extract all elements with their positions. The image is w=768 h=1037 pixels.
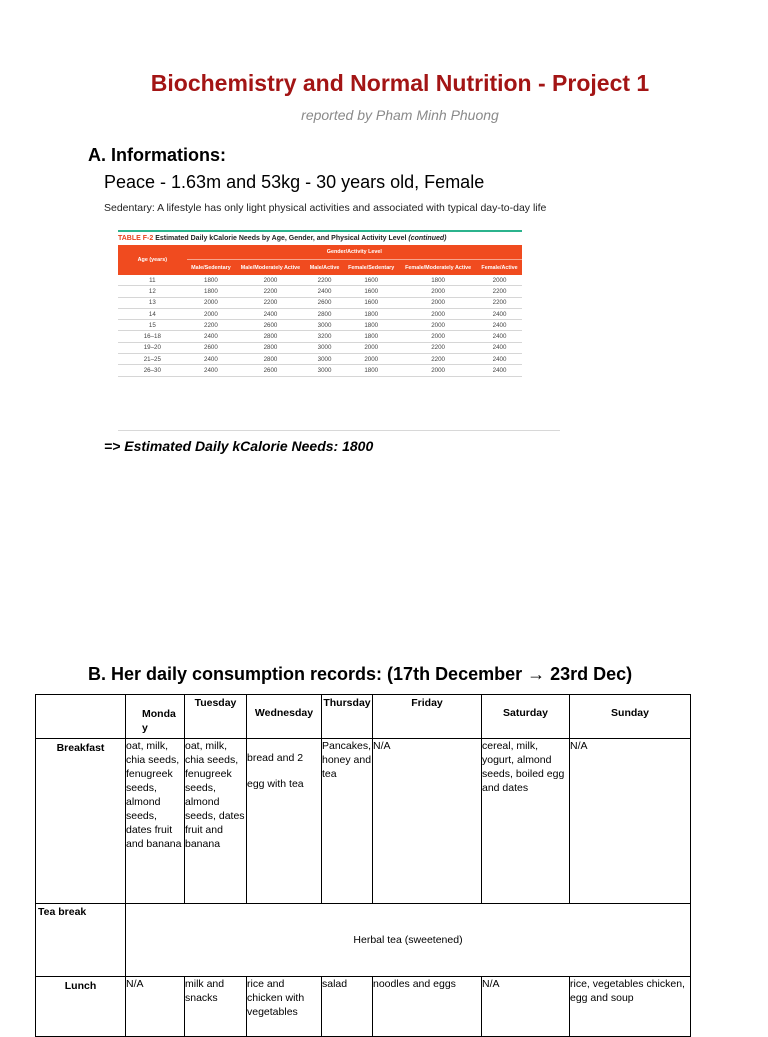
age-header: Age (years) [118,245,187,275]
figure-divider [118,430,560,431]
day-header-saturday: Saturday [482,695,570,739]
lunch-row [36,977,691,1037]
person-info: Peace - 1.63m and 53kg - 30 years old, Female [104,172,485,192]
kcalorie-reference-table [118,230,522,377]
kcalorie-row [118,354,522,365]
kcalorie-cell: 2600 [235,320,306,331]
kcalorie-cell: 1600 [343,275,399,286]
kcalorie-cell: 3000 [306,354,344,365]
table-caption [118,235,522,242]
day-header-sunday: Sunday [570,695,691,739]
kcalorie-cell: 1800 [187,275,236,286]
table-caption-text: Estimated Daily kCalorie Needs by Age, Gender, and Physical Activity Level [155,235,407,242]
kcalorie-cell: 2000 [399,320,477,331]
kcalorie-cell: 2200 [306,275,344,286]
kcalorie-cell: 2000 [187,297,236,308]
col-header: Female/Active [477,260,522,276]
kcalorie-cell: 2400 [477,320,522,331]
kcalorie-cell: 2400 [187,365,236,376]
kcalorie-cell: 2000 [399,365,477,376]
kcalorie-cell: 2400 [235,308,306,319]
kcalorie-cell: 2000 [399,286,477,297]
kcalorie-grid [118,245,522,377]
kcalorie-cell: 13 [118,297,187,308]
day-header-wednesday: Wednesday [247,695,322,739]
sedentary-note: Sedentary: A lifestyle has only light physical activities and associated with typical day-to-day life [104,202,547,214]
kcalorie-cell: 16–18 [118,331,187,342]
meal-cell: noodles and eggs [373,977,482,1037]
kcalorie-cell: 2000 [477,275,522,286]
kcalorie-cell: 2400 [477,342,522,353]
kcalorie-cell: 1800 [187,286,236,297]
kcalorie-cell: 1800 [343,331,399,342]
kcalorie-cell: 2000 [399,308,477,319]
meal-cell: rice, vegetables chicken, egg and soup [570,977,691,1037]
kcalorie-row [118,331,522,342]
tea-break-cell: Herbal tea (sweetened) [126,904,691,977]
kcalorie-cell: 1600 [343,297,399,308]
kcalorie-row [118,275,522,286]
kcalorie-cell: 1600 [343,286,399,297]
meal-cell: milk and snacks [185,977,247,1037]
kcalorie-cell: 3000 [306,320,344,331]
kcalorie-row [118,297,522,308]
col-header: Male/Sedentary [187,260,236,276]
kcalorie-cell: 2200 [477,297,522,308]
kcalorie-row [118,286,522,297]
kcalorie-cell: 2200 [399,342,477,353]
kcalorie-row [118,365,522,376]
group-header: Gender/Activity Level [187,245,522,260]
kcalorie-cell: 2800 [235,342,306,353]
kcalorie-cell: 2400 [477,308,522,319]
section-b-heading: B. Her daily consumption records: (17th December → 23rd Dec) [88,664,633,684]
kcalorie-cell: 2400 [477,331,522,342]
kcalorie-row [118,342,522,353]
meal-cell: cereal, milk, yogurt, almond seeds, boiled egg and dates [482,739,570,904]
table-label: TABLE F-2 [118,235,154,242]
kcalorie-cell: 2400 [477,365,522,376]
meal-cell: N/A [482,977,570,1037]
kcalorie-cell: 2000 [343,354,399,365]
table-top-rule [118,230,522,232]
meal-cell: bread and 2 egg with tea [247,739,322,904]
lunch-label: Lunch [36,977,126,1037]
kcalorie-cell: 3000 [306,342,344,353]
kcalorie-cell: 11 [118,275,187,286]
kcalorie-cell: 21–25 [118,354,187,365]
kcalorie-row [118,320,522,331]
tea-break-row [36,904,691,977]
meal-cell: N/A [373,739,482,904]
kcalorie-cell: 2400 [306,286,344,297]
col-header: Male/Moderately Active [235,260,306,276]
breakfast-label: Breakfast [36,739,126,904]
col-header: Female/Sedentary [343,260,399,276]
corner-cell [36,695,126,739]
day-header-tuesday: Tuesday [185,695,247,739]
kcalorie-cell: 1800 [343,308,399,319]
meal-record-table [35,694,691,1037]
kcalorie-cell: 2000 [399,331,477,342]
kcalorie-cell: 2200 [235,286,306,297]
kcalorie-cell: 2600 [235,365,306,376]
kcalorie-cell: 2000 [187,308,236,319]
breakfast-row [36,739,691,904]
kcalorie-cell: 2000 [235,275,306,286]
kcalorie-cell: 14 [118,308,187,319]
estimate-result: => Estimated Daily kCalorie Needs: 1800 [104,438,374,454]
kcalorie-cell: 19–20 [118,342,187,353]
section-a-heading: A. Informations: [88,145,226,165]
meal-cell: N/A [126,977,185,1037]
kcalorie-cell: 1800 [399,275,477,286]
kcalorie-cell: 12 [118,286,187,297]
page-title: Biochemistry and Normal Nutrition - Project 1 [150,70,650,96]
kcalorie-cell: 3000 [306,365,344,376]
kcalorie-cell: 2800 [306,308,344,319]
tea-break-label: Tea break [36,904,126,977]
table-caption-suffix: (continued) [408,235,447,242]
kcalorie-cell: 2200 [187,320,236,331]
col-header: Male/Active [306,260,344,276]
kcalorie-cell: 15 [118,320,187,331]
kcalorie-cell: 2000 [343,342,399,353]
meal-cell: oat, milk, chia seeds, fenugreek seeds, almond seeds, dates fruit and banana [185,739,247,904]
kcalorie-cell: 2000 [399,297,477,308]
day-header-thursday: Thursday [322,695,373,739]
kcalorie-cell: 3200 [306,331,344,342]
kcalorie-cell: 2200 [235,297,306,308]
meal-cell: rice and chicken with vegetables [247,977,322,1037]
kcalorie-cell: 2800 [235,354,306,365]
kcalorie-cell: 2400 [187,354,236,365]
day-header-friday: Friday [373,695,482,739]
meal-cell: oat, milk, chia seeds, fenugreek seeds, almond seeds, dates fruit and banana [126,739,185,904]
day-header-monday: Monda y [126,695,185,739]
kcalorie-rows [118,275,522,376]
kcalorie-cell: 2400 [187,331,236,342]
col-header: Female/Moderately Active [399,260,477,276]
kcalorie-cell: 2600 [306,297,344,308]
kcalorie-cell: 2200 [399,354,477,365]
kcalorie-cell: 1800 [343,320,399,331]
meal-cell: N/A [570,739,691,904]
kcalorie-cell: 2600 [187,342,236,353]
kcalorie-cell: 26–30 [118,365,187,376]
kcalorie-cell: 1800 [343,365,399,376]
kcalorie-cell: 2200 [477,286,522,297]
kcalorie-row [118,308,522,319]
report-author: reported by Pham Minh Phuong [301,107,499,123]
meal-cell: salad [322,977,373,1037]
meal-cell: Pancakes, honey and tea [322,739,373,904]
kcalorie-cell: 2400 [477,354,522,365]
kcalorie-cell: 2800 [235,331,306,342]
